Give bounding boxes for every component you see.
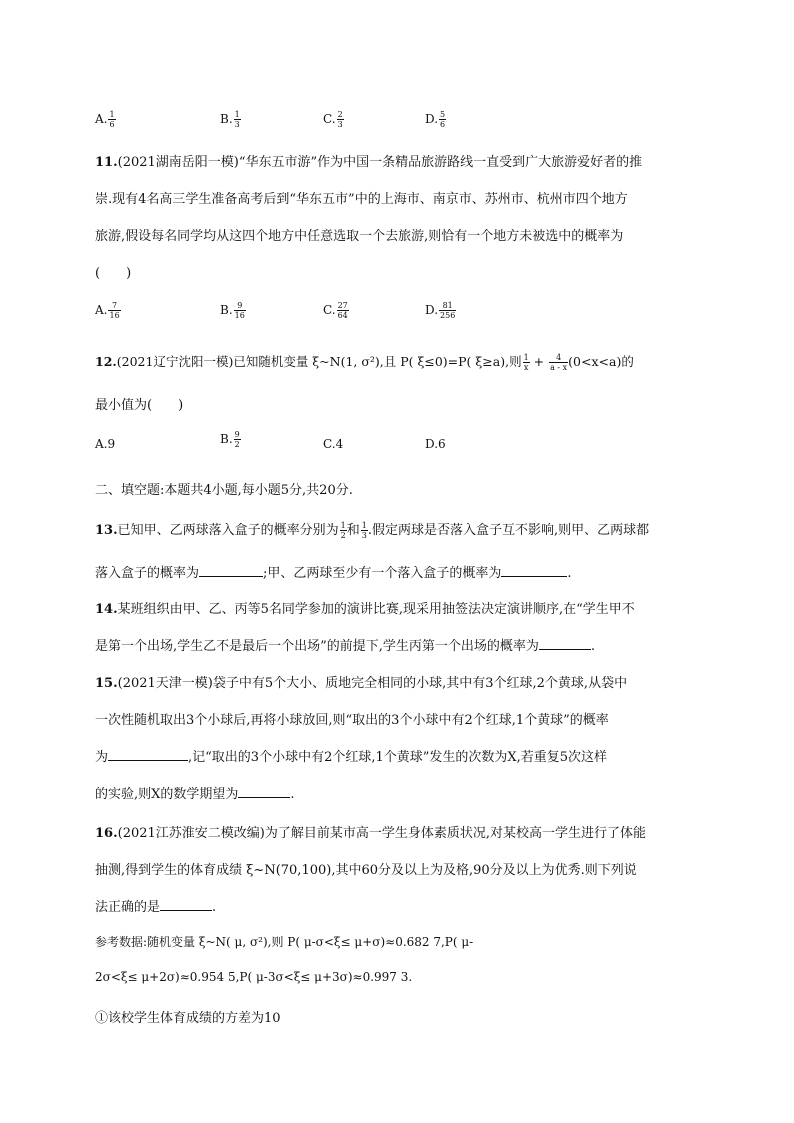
q11-option-a: A. $\frac{7}{16}$ (95, 301, 120, 320)
q15-line-1: 15.(2021天津一模)袋子中有5个大小、质地完全相同的小球,其中有3个红球,2个黄球,从袋中 (95, 676, 628, 691)
fraction: $\frac{5}{6}$ (440, 110, 446, 129)
q12-line-1: 12.(2021辽宁沈阳一模)已知随机变量 ξ~N(1, σ²),且 P( ξ≤0)=P( ξ≥a),则 $\frac{1}{x}$ + $\frac{4}{a - x}$ (0<x<a)的 (95, 353, 634, 372)
fraction: $\frac{1}{2}$ (340, 521, 346, 540)
answer-blank[interactable] (501, 564, 567, 577)
q12-option-b: B. $\frac{9}{2}$ (220, 430, 240, 449)
q11-line-4: ( ) (95, 266, 132, 281)
q13-line-1: 13.已知甲、乙两球落入盒子的概率分别为 $\frac{1}{2}$ 和 $\frac{1}{3}$ .假定两球是否落入盒子互不影响,则甲、乙两球都 (95, 521, 650, 540)
fraction: $\frac{7}{16}$ (109, 301, 120, 320)
fraction: $\frac{4}{a - x}$ (550, 353, 568, 372)
fraction: $\frac{9}{2}$ (234, 430, 240, 449)
fraction: $\frac{1}{6}$ (109, 110, 115, 129)
q15-line-2: 一次性随机取出3个小球后,再将小球放回,则“取出的3个小球中有2个红球,1个黄球”的概率 (95, 713, 609, 728)
q15-line-4: 的实验,则X的数学期望为 . (95, 787, 295, 802)
q16-line-2: 抽测,得到学生的体育成绩 ξ~N(70,100),其中60分及以上为及格,90分及以上为优秀.则下列说 (95, 863, 637, 878)
q15-line-3: 为 ,记“取出的3个小球中有2个红球,1个黄球”发生的次数为X,若重复5次这样 (95, 750, 608, 765)
q11-line-3: 旅游,假设每名同学均从这四个地方中任意选取一个去旅游,则恰有一个地方未被选中的概率为 (95, 229, 624, 244)
fraction: $\frac{1}{3}$ (361, 521, 367, 540)
fraction: $\frac{1}{x}$ (523, 353, 529, 372)
q11-option-b: B. $\frac{9}{16}$ (220, 301, 245, 320)
fraction: $\frac{1}{3}$ (234, 110, 240, 129)
answer-blank[interactable] (539, 637, 591, 650)
section-title: 二、填空题:本题共4小题,每小题5分,共20分. (95, 483, 353, 498)
q16-line-3: 法正确的是 . (95, 900, 217, 915)
q11-line-2: 崇.现有4名高三学生准备高考后到“华东五市”中的上海市、南京市、苏州市、杭州市四个地方 (95, 192, 628, 207)
answer-blank[interactable] (160, 898, 212, 911)
q16-reference-1: 参考数据:随机变量 ξ~N( μ, σ²),则 P( μ-σ<ξ≤ μ+σ)≈0.682 7,P( μ- (95, 935, 474, 949)
q14-line-2: 是第一个出场,学生乙不是最后一个出场”的前提下,学生丙第一个出场的概率为 . (95, 639, 596, 654)
q11-line-1: 11.(2021湖南岳阳一模)“华东五市游”作为中国一条精品旅游路线一直受到广大旅游爱好者的推 (95, 155, 643, 170)
q13-line-2: 落入盒子的概率为 ;甲、乙两球至少有一个落入盒子的概率为 . (95, 566, 572, 581)
q16-item-1: ①该校学生体育成绩的方差为10 (95, 1011, 281, 1026)
answer-blank[interactable] (238, 785, 290, 798)
answer-blank[interactable] (199, 564, 263, 577)
q10-option-b: B. $\frac{1}{3}$ (220, 110, 240, 129)
fraction: $\frac{9}{16}$ (234, 301, 245, 320)
q10-option-c: C. $\frac{2}{3}$ (323, 110, 343, 129)
fraction: $\frac{2}{3}$ (337, 110, 343, 129)
q10-option-a: A. $\frac{1}{6}$ (95, 110, 115, 129)
q12-option-d: D.6 (425, 437, 446, 451)
fraction: $\frac{81}{256}$ (440, 301, 456, 320)
q14-line-1: 14.某班组织由甲、乙、丙等5名同学参加的演讲比赛,现采用抽签法决定演讲顺序,在“学生甲不 (95, 602, 635, 617)
q10-option-d: D. $\frac{5}{6}$ (425, 110, 446, 129)
q16-reference-2: 2σ<ξ≤ μ+2σ)≈0.954 5,P( μ-3σ<ξ≤ μ+3σ)≈0.997 3. (95, 970, 413, 984)
q16-line-1: 16.(2021江苏淮安二模改编)为了解目前某市高一学生身体素质状况,对某校高一学生进行了体能 (95, 826, 646, 841)
q12-option-c: C.4 (323, 437, 344, 451)
answer-blank[interactable] (108, 748, 188, 761)
q11-option-d: D. $\frac{81}{256}$ (425, 301, 456, 320)
q11-option-c: C. $\frac{27}{64}$ (323, 301, 348, 320)
fraction: $\frac{27}{64}$ (337, 301, 348, 320)
q12-line-2: 最小值为( ) (95, 398, 184, 413)
q12-option-a: A.9 (95, 437, 116, 451)
